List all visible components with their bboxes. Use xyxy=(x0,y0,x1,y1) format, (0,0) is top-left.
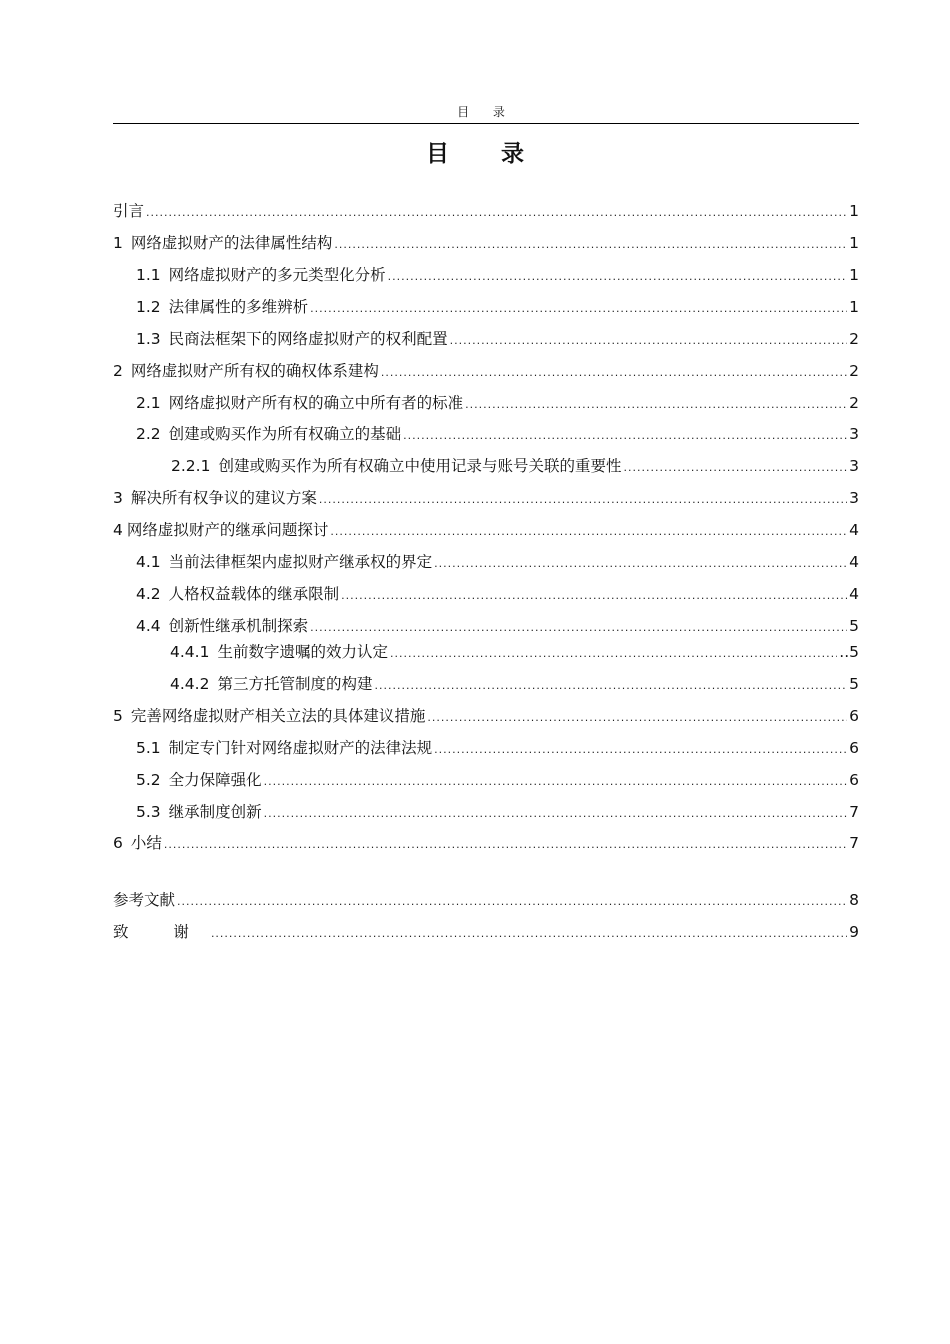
toc-leader-dots xyxy=(310,298,847,320)
toc-leader-dots xyxy=(330,521,847,543)
toc-page-number: 5 xyxy=(849,675,859,693)
toc-entry-5-1[interactable] xyxy=(136,737,859,759)
toc-leader-dots xyxy=(465,394,847,416)
toc-entry-6[interactable] xyxy=(113,832,859,854)
toc-page-number: 8 xyxy=(849,891,859,909)
toc-entry-title: 完善网络虚拟财产相关立法的具体建议措施 xyxy=(130,707,426,725)
toc-page-number: 5 xyxy=(849,617,859,635)
toc-section-number: 1.1 xyxy=(136,266,161,284)
toc-entry-4[interactable] xyxy=(113,519,859,541)
toc-entry-4-2[interactable] xyxy=(136,583,859,605)
toc-entry-5-2[interactable] xyxy=(136,769,859,791)
toc-section-number: 2.2 xyxy=(136,425,161,443)
toc-section-number: 1 xyxy=(113,234,123,252)
toc-page-number: 6 xyxy=(849,707,859,725)
toc-entry-acknowledgements[interactable] xyxy=(113,921,859,943)
toc-entry-1-1[interactable] xyxy=(136,264,859,286)
toc-entry-2-2-1[interactable] xyxy=(171,455,859,477)
toc-entry-title: 小结 xyxy=(130,834,162,852)
toc-entry-2[interactable] xyxy=(113,360,859,382)
toc-page-number: 1 xyxy=(849,234,859,252)
toc-entry-4-1[interactable] xyxy=(136,551,859,573)
toc-leader-dots xyxy=(310,617,847,639)
toc-entry-title: 当前法律框架内虚拟财产继承权的界定 xyxy=(168,553,433,571)
toc-entry-title: 网络虚拟财产的法律属性结构 xyxy=(130,234,333,252)
toc-entry-3[interactable] xyxy=(113,487,859,509)
toc-entry-title: 创建或购买作为所有权确立的基础 xyxy=(168,425,402,443)
toc-entry-title: 网络虚拟财产所有权的确立中所有者的标准 xyxy=(168,394,464,412)
toc-page-number: 2 xyxy=(849,394,859,412)
toc-page-number: ..5 xyxy=(839,643,859,661)
toc-leader-dots xyxy=(146,202,847,224)
toc-section-number: 2 xyxy=(113,362,123,380)
toc-section-number: 4.4.1 xyxy=(170,643,210,661)
toc-leader-dots xyxy=(390,643,837,665)
toc-page-number: 6 xyxy=(849,771,859,789)
toc-entry-title: 全力保障强化 xyxy=(168,771,262,789)
toc-entry-1[interactable] xyxy=(113,232,859,254)
toc-entry-title: 继承制度创新 xyxy=(168,803,262,821)
toc-leader-dots xyxy=(381,362,847,384)
toc-section-number: 5.2 xyxy=(136,771,161,789)
toc-section-number: 4.4.2 xyxy=(170,675,210,693)
toc-leader-dots xyxy=(374,675,847,697)
toc-section-number: 5 xyxy=(113,707,123,725)
toc-page-number: 3 xyxy=(849,425,859,443)
toc-page-number: 3 xyxy=(849,489,859,507)
toc-leader-dots xyxy=(164,834,847,856)
header-rule xyxy=(113,123,859,124)
toc-leader-dots xyxy=(450,330,847,352)
toc-leader-dots xyxy=(434,553,847,575)
toc-section-number: 2.2.1 xyxy=(171,457,211,475)
toc-leader-dots xyxy=(334,234,847,256)
toc-entry-title: 网络虚拟财产所有权的确权体系建构 xyxy=(130,362,379,380)
toc-entry-2-2[interactable] xyxy=(136,423,859,445)
toc-section-number: 1.3 xyxy=(136,330,161,348)
toc-entry-4-4-2[interactable] xyxy=(170,673,859,695)
toc-entry-title: 生前数字遗嘱的效力认定 xyxy=(217,643,388,661)
toc-section-number: 2.1 xyxy=(136,394,161,412)
toc-leader-dots xyxy=(319,489,847,511)
toc-entry-4-4-1[interactable] xyxy=(170,641,859,663)
toc-leader-dots xyxy=(623,457,847,479)
toc-entry-2-1[interactable] xyxy=(136,392,859,414)
toc-page-number: 2 xyxy=(849,330,859,348)
toc-leader-dots xyxy=(427,707,847,729)
toc-leader-dots xyxy=(264,771,847,793)
toc-section-number: 1.2 xyxy=(136,298,161,316)
toc-page-number: 4 xyxy=(849,585,859,603)
toc-leader-dots xyxy=(177,891,847,913)
toc-page-number: 1 xyxy=(849,202,859,220)
running-header: 目 录 xyxy=(457,105,515,119)
toc-page-number: 1 xyxy=(849,298,859,316)
toc-section-number: 4 xyxy=(113,521,123,539)
toc-leader-dots xyxy=(403,425,847,447)
toc-page-number: 4 xyxy=(849,521,859,539)
page-title: 目 录 xyxy=(425,141,546,167)
toc-page-number: 4 xyxy=(849,553,859,571)
toc-entry-title: 引言 xyxy=(113,202,145,220)
toc-entry-intro[interactable] xyxy=(113,200,859,222)
toc-entry-title: 人格权益载体的继承限制 xyxy=(168,585,340,603)
toc-section-number: 3 xyxy=(113,489,123,507)
toc-entry-title: 创新性继承机制探索 xyxy=(168,617,309,635)
toc-entry-title: 创建或购买作为所有权确立中使用记录与账号关联的重要性 xyxy=(218,457,622,475)
toc-entry-5[interactable] xyxy=(113,705,859,727)
toc-entry-4-4[interactable] xyxy=(136,615,859,637)
toc-entry-title: 网络虚拟财产的多元类型化分析 xyxy=(168,266,386,284)
toc-entry-references[interactable] xyxy=(113,889,859,911)
toc-section-number: 4.2 xyxy=(136,585,161,603)
toc-entry-5-3[interactable] xyxy=(136,801,859,823)
toc-section-number: 4.1 xyxy=(136,553,161,571)
toc-entry-title: 网络虚拟财产的继承问题探讨 xyxy=(126,521,329,539)
toc-page-number: 7 xyxy=(849,834,859,852)
toc-entry-title: 法律属性的多维辨析 xyxy=(168,298,309,316)
toc-leader-dots xyxy=(341,585,847,607)
toc-entry-title: 制定专门针对网络虚拟财产的法律法规 xyxy=(168,739,433,757)
toc-entry-1-2[interactable] xyxy=(136,296,859,318)
toc-page-number: 9 xyxy=(849,923,859,941)
toc-leader-dots xyxy=(434,739,847,761)
toc-page-number: 2 xyxy=(849,362,859,380)
toc-section-number: 4.4 xyxy=(136,617,161,635)
toc-page-number: 6 xyxy=(849,739,859,757)
toc-entry-title: 致 谢 xyxy=(113,923,209,941)
toc-leader-dots xyxy=(211,923,847,945)
toc-section-number: 5.1 xyxy=(136,739,161,757)
toc-section-number: 5.3 xyxy=(136,803,161,821)
toc-section-number: 6 xyxy=(113,834,123,852)
toc-entry-title: 参考文献 xyxy=(113,891,176,909)
toc-leader-dots xyxy=(388,266,847,288)
toc-entry-1-3[interactable] xyxy=(136,328,859,350)
toc-entry-title: 民商法框架下的网络虚拟财产的权利配置 xyxy=(168,330,448,348)
toc-page-number: 3 xyxy=(849,457,859,475)
toc-page-number: 7 xyxy=(849,803,859,821)
toc-leader-dots xyxy=(264,803,847,825)
toc-entry-title: 解决所有权争议的建议方案 xyxy=(130,489,317,507)
toc-page-number: 1 xyxy=(849,266,859,284)
toc-entry-title: 第三方托管制度的构建 xyxy=(217,675,373,693)
